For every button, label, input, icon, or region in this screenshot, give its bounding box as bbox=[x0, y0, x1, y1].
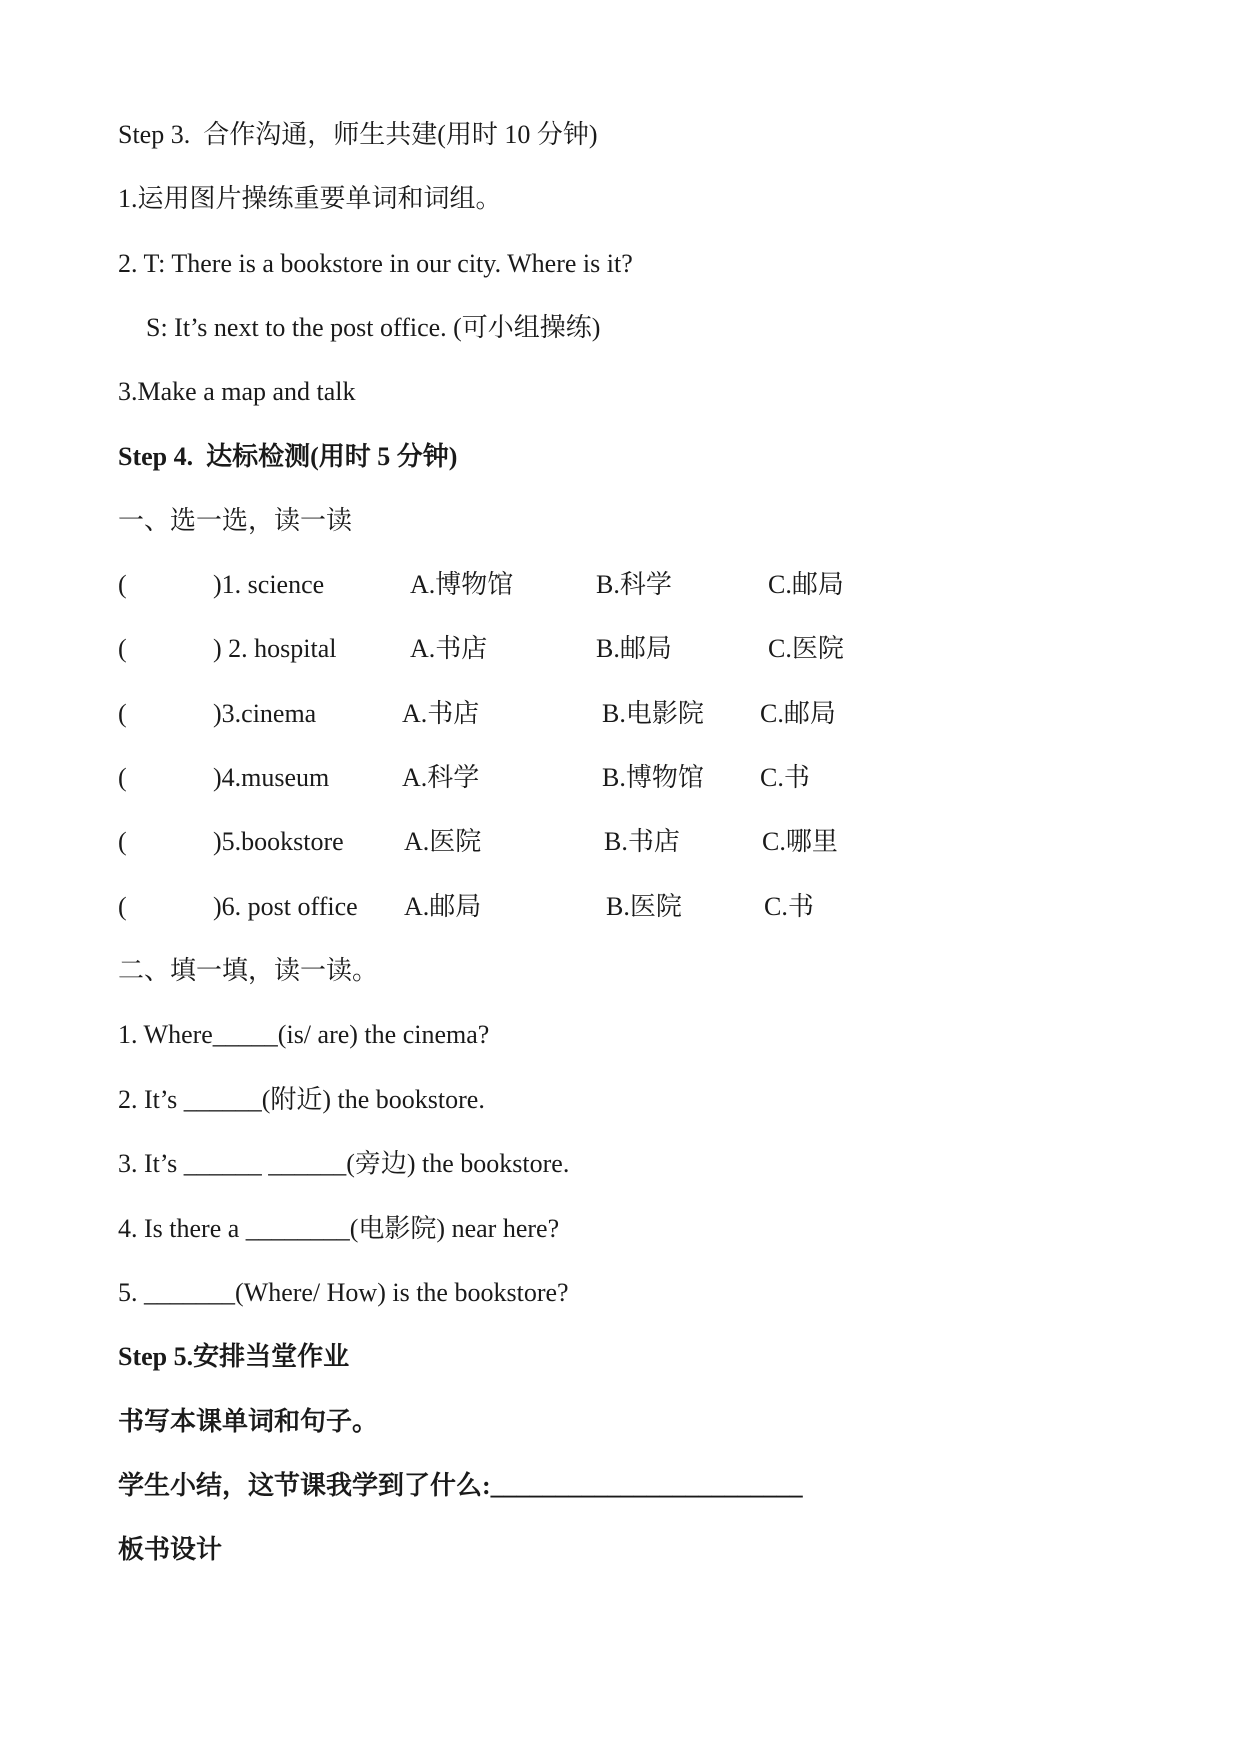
answer-blank[interactable]: ( bbox=[118, 699, 127, 728]
step4-title: Step 4. 达标检测(用时 5 分钟) bbox=[118, 442, 458, 471]
step3-title: Step 3. 合作沟通，师生共建(用时 10 分钟) bbox=[118, 120, 598, 149]
option-a: A.医院 bbox=[404, 827, 482, 856]
option-c: C.书 bbox=[760, 763, 810, 792]
fill-item-4: 4. Is there a ________(电影院) near here? bbox=[118, 1214, 560, 1243]
answer-blank[interactable]: ( bbox=[118, 827, 127, 856]
fill-item-2: 2. It’s ______(附近) the bookstore. bbox=[118, 1085, 485, 1114]
fill-item-1: 1. Where_____(is/ are) the cinema? bbox=[118, 1020, 490, 1049]
question-word: )6. post office bbox=[213, 892, 358, 921]
option-b: B.医院 bbox=[606, 892, 682, 921]
step3-item-2: 2. T: There is a bookstore in our city. Where is it? bbox=[118, 249, 633, 278]
option-a: A.科学 bbox=[402, 763, 480, 792]
question-word: )5.bookstore bbox=[213, 827, 344, 856]
option-a: A.书店 bbox=[402, 699, 480, 728]
option-c: C.书 bbox=[764, 892, 814, 921]
question-word: )4.museum bbox=[213, 763, 330, 792]
option-b: B.电影院 bbox=[602, 699, 704, 728]
option-b: B.博物馆 bbox=[602, 763, 704, 792]
fill-item-3: 3. It’s ______ ______(旁边) the bookstore. bbox=[118, 1149, 570, 1178]
board-design-heading: 板书设计 bbox=[118, 1535, 223, 1564]
question-word: )3.cinema bbox=[213, 699, 317, 728]
answer-blank[interactable]: ( bbox=[118, 570, 127, 599]
step3-item-3: 3.Make a map and talk bbox=[118, 377, 356, 406]
option-a: A.博物馆 bbox=[410, 570, 514, 599]
student-summary: 学生小结，这节课我学到了什么:________________________ bbox=[118, 1471, 803, 1500]
option-c: C.邮局 bbox=[768, 570, 844, 599]
answer-blank[interactable]: ( bbox=[118, 634, 127, 663]
option-b: B.科学 bbox=[596, 570, 672, 599]
option-c: C.哪里 bbox=[762, 827, 838, 856]
homework-text: 书写本课单词和句子。 bbox=[118, 1407, 379, 1436]
step3-item-2-answer: S: It’s next to the post office. (可小组操练) bbox=[146, 313, 601, 342]
fill-item-5: 5. _______(Where/ How) is the bookstore? bbox=[118, 1278, 569, 1307]
step5-title: Step 5.安排当堂作业 bbox=[118, 1342, 350, 1371]
question-word: ) 2. hospital bbox=[213, 634, 337, 663]
answer-blank[interactable]: ( bbox=[118, 763, 127, 792]
option-a: A.邮局 bbox=[404, 892, 482, 921]
part1-title: 一、选一选，读一读 bbox=[118, 506, 353, 535]
option-b: B.邮局 bbox=[596, 634, 672, 663]
option-a: A.书店 bbox=[410, 634, 488, 663]
option-b: B.书店 bbox=[604, 827, 680, 856]
part2-title: 二、填一填，读一读。 bbox=[118, 956, 379, 985]
step3-item-1: 1.运用图片操练重要单词和词组。 bbox=[118, 184, 502, 213]
question-word: )1. science bbox=[213, 570, 325, 599]
option-c: C.医院 bbox=[768, 634, 844, 663]
answer-blank[interactable]: ( bbox=[118, 892, 127, 921]
option-c: C.邮局 bbox=[760, 699, 836, 728]
